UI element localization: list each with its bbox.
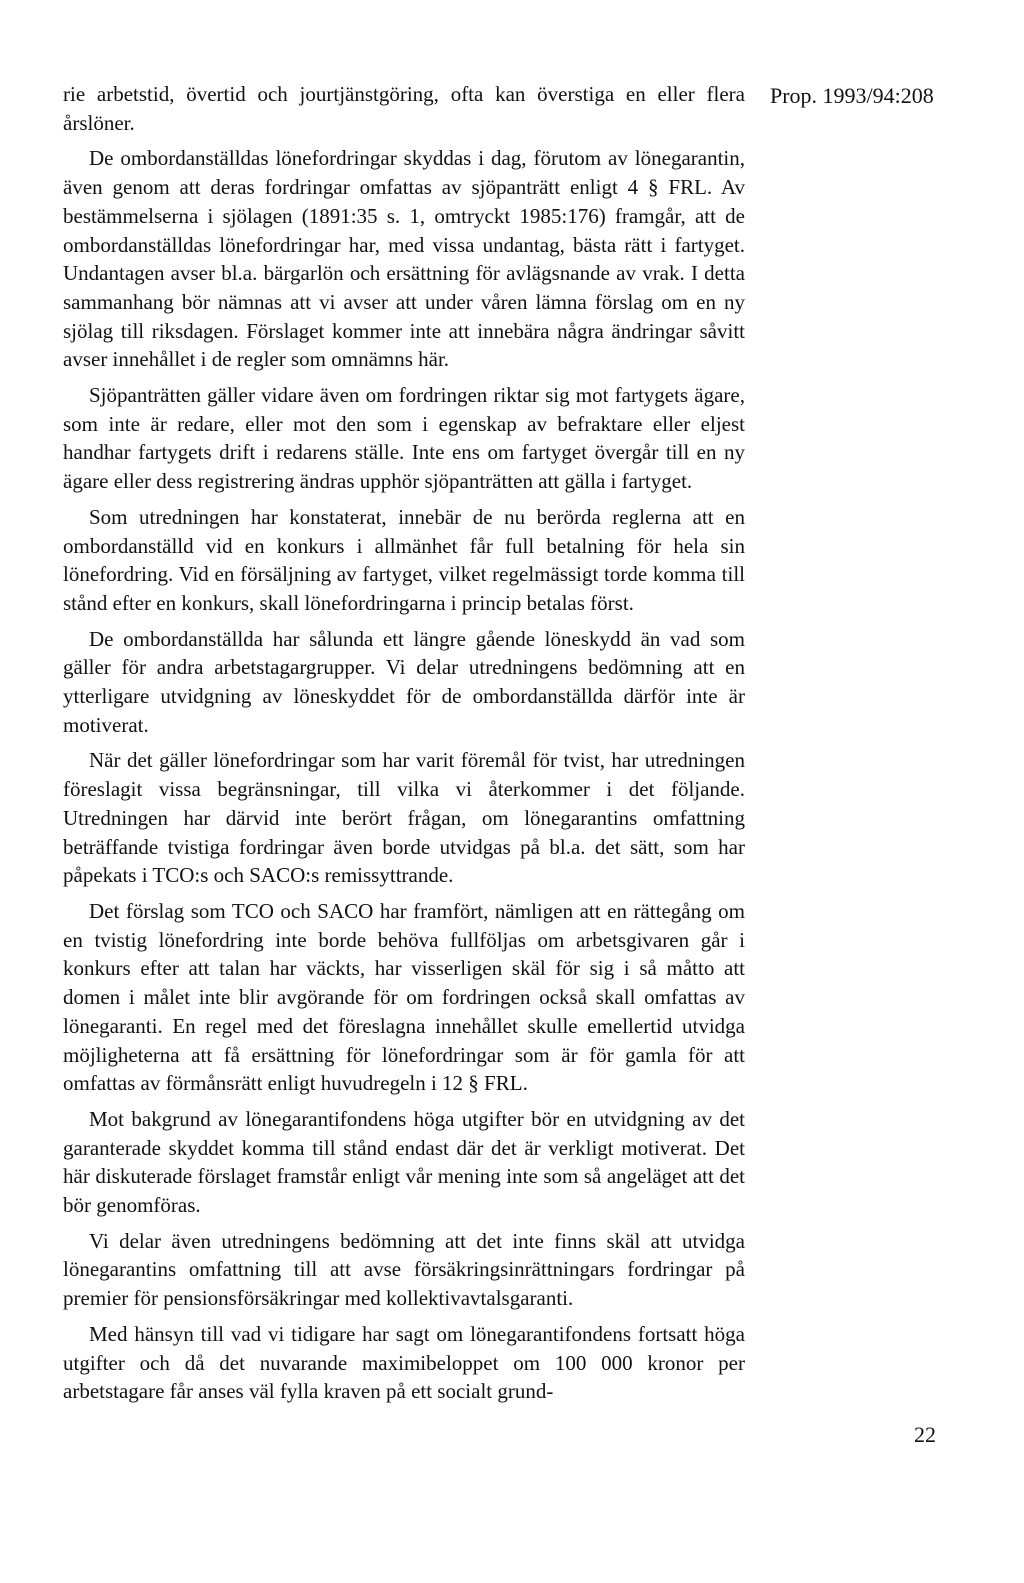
page-number: 22: [914, 1422, 936, 1447]
paragraph-4: Som utredningen har konstaterat, innebär de nu berörda reglerna att en ombordanställd vid en konkurs i allmänhet får full betalning för hela sin lönefordring. Vid en försäljning av fartyget, vilket regelmässigt torde komma till stånd efter en konkurs, skall lönefordringarna i princip betalas först.: [63, 504, 745, 615]
paragraph-1: rie arbetstid, övertid och jourtjänstgöring, ofta kan överstiga en eller flera årslöner.: [63, 82, 745, 135]
body-text: [63, 80, 745, 1413]
paragraph-8: Mot bakgrund av lönegarantifondens höga utgifter bör en utvidgning av det garanterade skyddet komma till stånd endast där det är verkligt motiverat. Det här diskuterade förslaget framstår enligt vår mening inte som så angeläget att det bör genomföras.: [63, 1106, 745, 1218]
paragraph-9: Vi delar även utredningens bedömning att det inte finns skäl att utvidga lönegarantins omfattning till att avse försäkringsinrättningars fordringar på premier för pensionsförsäkringar med kollektivavtalsgaranti.: [63, 1228, 745, 1311]
paragraph-3: Sjöpanträtten gäller vidare även om fordringen riktar sig mot fartygets ägare, som inte är redare, eller mot den som i egenskap av befraktare eller eljest handhar fartygets drift i redarens ställe. Inte ens om fartyget övergår till en ny ägare eller dess registrering ändras upphör sjöpanträtten att gälla i fartyget.: [63, 383, 745, 494]
paragraph-2: De ombordanställdas lönefordringar skyddas i dag, förutom av lönegarantin, även genom att deras fordringar omfattas av sjöpanträtt enligt 4 § FRL. Av bestämmelserna i sjölagen (1891:35 s. 1, omtryckt 1985:176) framgår, att de ombordanställdas lönefordringar har, med vissa undantag, bästa rätt i fartyget. Undantagen avser bl.a. bärgarlön och ersättning för avlägsnande av vrak. I detta sammanhang bör nämnas att vi avser att under våren lämna förslag om en ny sjölag till riksdagen. Förslaget kommer inte att innebära några ändringar såvitt avser innehållet i de regler som omnämns här.: [63, 146, 745, 372]
paragraph-6: När det gäller lönefordringar som har varit föremål för tvist, har utredningen föreslagit vissa begränsningar, till vilka vi återkommer i det följande. Utredningen har därvid inte berört frågan, om lönegarantins omfattning beträffande tvistiga fordringar även borde utvidgas på bl.a. det sätt, som har påpekats i TCO:s och SACO:s remissyttrande.: [63, 748, 745, 888]
document-reference: Prop. 1993/94:208: [770, 83, 934, 108]
paragraph-7: Det förslag som TCO och SACO har framfört, nämligen att en rättegång om en tvistig lönefordring inte borde behöva fullföljas om arbetsgivaren går i konkurs efter att talan har väckts, har visserligen skäl för sig i så måtto att domen i målet inte blir avgörande för om fordringen också skall omfattas av lönegaranti. En regel med det föreslagna innehållet skulle emellertid utvidga möjligheterna att få ersättning för lönefordringar som är för gamla för att omfattas av förmånsrätt enligt huvudregeln i 12 § FRL.: [63, 898, 745, 1096]
paragraph-5: De ombordanställda har sålunda ett längre gående löneskydd än vad som gäller för andra arbetstagargrupper. Vi delar utredningens bedömning att en ytterligare utvidgning av löneskyddet för de ombordanställda därför inte är motiverat.: [63, 626, 745, 737]
paragraph-10: Med hänsyn till vad vi tidigare har sagt om lönegarantifondens fortsatt höga utgifter och då det nuvarande maximibeloppet om 100 000 kronor per arbetstagare får anses väl fylla kraven på ett socialt grund-: [63, 1321, 745, 1404]
